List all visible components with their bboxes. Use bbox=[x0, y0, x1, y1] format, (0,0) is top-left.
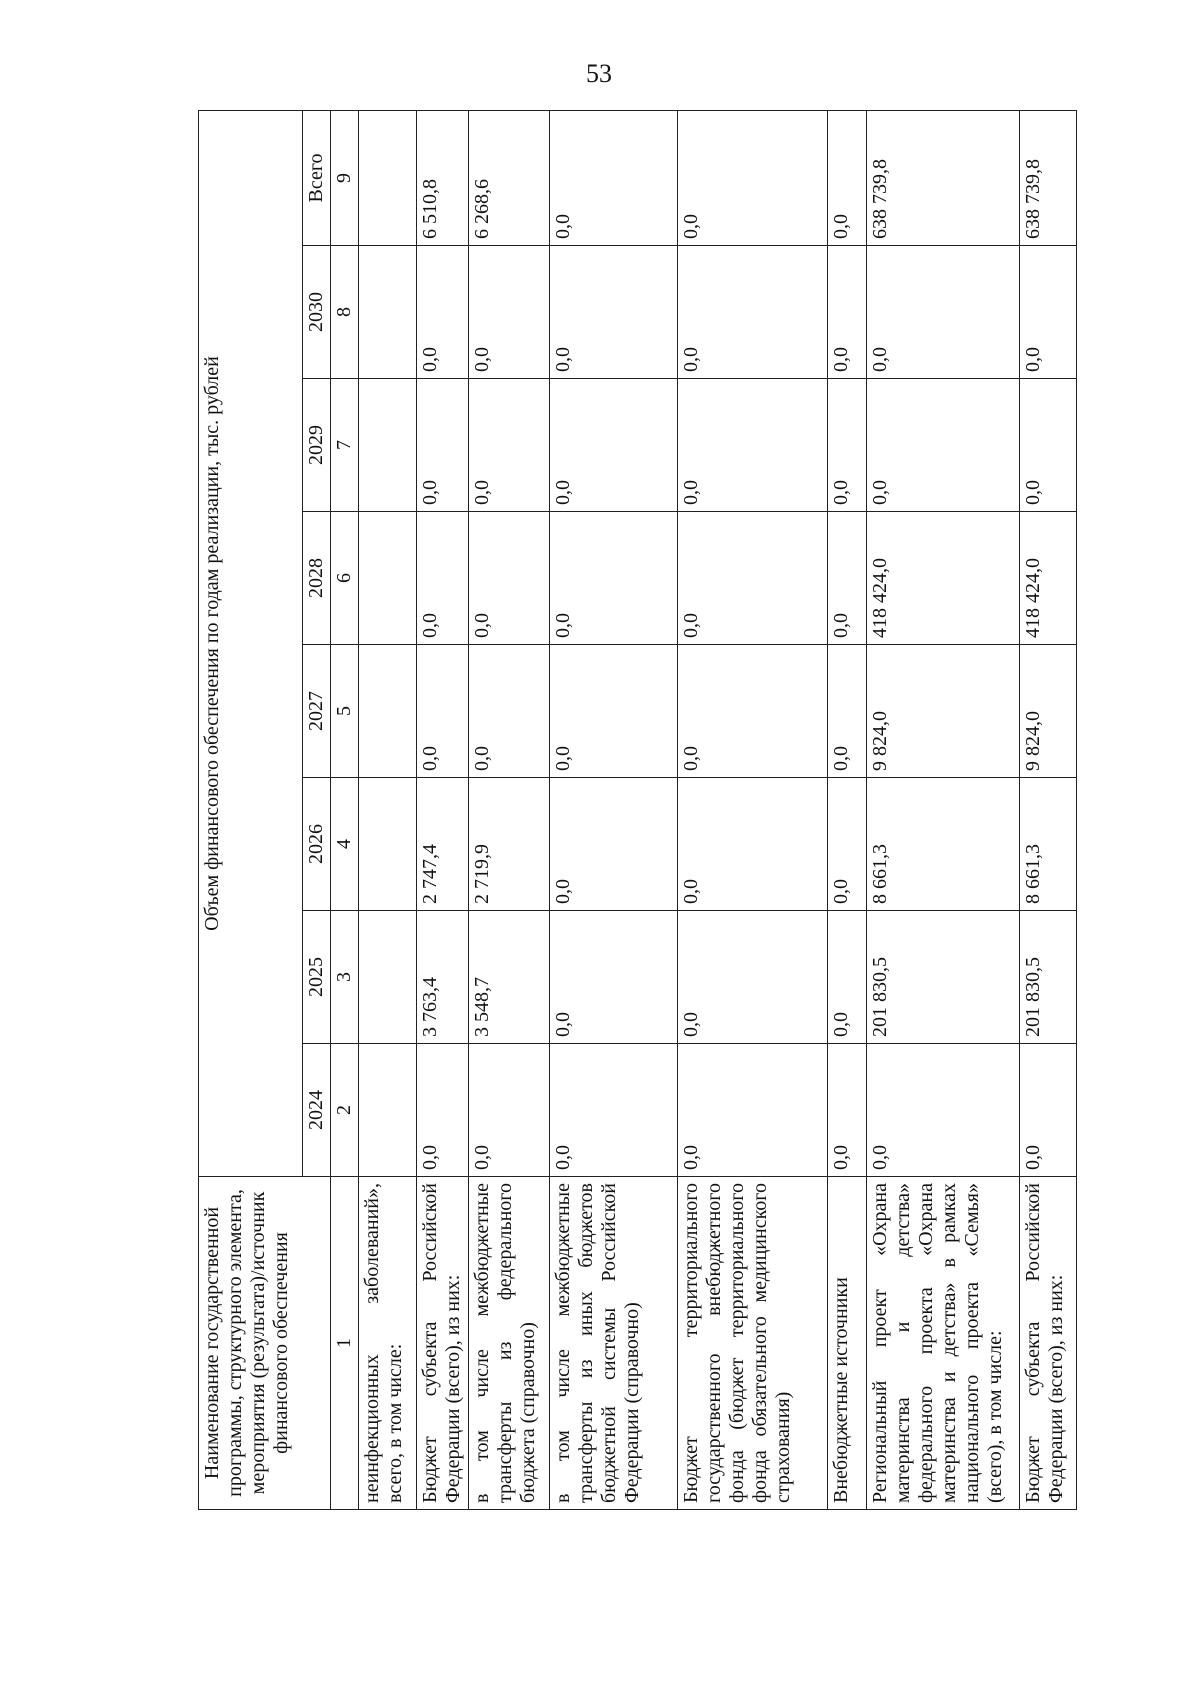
header-index: 5 bbox=[331, 645, 359, 778]
cell-value: 0,0 bbox=[827, 379, 866, 512]
cell-value: 0,0 bbox=[469, 645, 550, 778]
cell-value: 0,0 bbox=[549, 512, 677, 645]
header-year: 2025 bbox=[303, 911, 331, 1044]
header-year: 2029 bbox=[303, 379, 331, 512]
cell-value: 0,0 bbox=[417, 645, 469, 778]
cell-value: 9 824,0 bbox=[866, 645, 1019, 778]
cell-value: 8 661,3 bbox=[1019, 778, 1076, 911]
table-row bbox=[549, 110, 677, 1509]
row-name: в том числе межбюджетные трансферты из федерального бюджета (справочно) bbox=[469, 1177, 550, 1510]
cell-value: 0,0 bbox=[827, 246, 866, 379]
table-row bbox=[469, 110, 550, 1509]
header-total: Всего bbox=[303, 110, 331, 245]
table-row bbox=[677, 110, 827, 1509]
cell-value: 0,0 bbox=[677, 778, 827, 911]
funding-table bbox=[198, 110, 1077, 1510]
cell-value: 0,0 bbox=[549, 645, 677, 778]
cell-value bbox=[359, 110, 417, 245]
table-row bbox=[417, 110, 469, 1509]
header-name-column: Наименование государственной программы, структурного элемента, мероприятия (результата)/источник финансового обеспечения bbox=[199, 1177, 331, 1510]
cell-value: 0,0 bbox=[677, 1044, 827, 1177]
cell-value: 0,0 bbox=[677, 246, 827, 379]
cell-value: 0,0 bbox=[1019, 246, 1076, 379]
cell-value: 0,0 bbox=[677, 512, 827, 645]
cell-value: 0,0 bbox=[469, 512, 550, 645]
cell-value: 2 719,9 bbox=[469, 778, 550, 911]
cell-value: 418 424,0 bbox=[1019, 512, 1076, 645]
cell-value: 0,0 bbox=[417, 1044, 469, 1177]
cell-value: 0,0 bbox=[866, 1044, 1019, 1177]
table-row bbox=[1019, 110, 1076, 1509]
cell-value: 0,0 bbox=[417, 246, 469, 379]
row-name: в том числе межбюджетные трансферты из иных бюджетов бюджетной системы Российской Федерации (справочно) bbox=[549, 1177, 677, 1510]
header-year: 2030 bbox=[303, 246, 331, 379]
cell-value bbox=[359, 911, 417, 1044]
cell-value: 0,0 bbox=[827, 110, 866, 245]
cell-value: 0,0 bbox=[827, 778, 866, 911]
cell-value: 638 739,8 bbox=[1019, 110, 1076, 245]
cell-value: 3 763,4 bbox=[417, 911, 469, 1044]
cell-value: 6 268,6 bbox=[469, 110, 550, 245]
cell-value bbox=[359, 778, 417, 911]
page-number: 53 bbox=[586, 59, 612, 88]
cell-value: 418 424,0 bbox=[866, 512, 1019, 645]
cell-value: 0,0 bbox=[469, 379, 550, 512]
cell-value: 9 824,0 bbox=[1019, 645, 1076, 778]
cell-value: 0,0 bbox=[417, 512, 469, 645]
cell-value: 0,0 bbox=[549, 911, 677, 1044]
cell-value: 8 661,3 bbox=[866, 778, 1019, 911]
row-name: Бюджет субъекта Российской Федерации (всего), из них: bbox=[417, 1177, 469, 1510]
table-container bbox=[198, 110, 1198, 1510]
cell-value bbox=[359, 246, 417, 379]
cell-value: 0,0 bbox=[677, 911, 827, 1044]
cell-value: 0,0 bbox=[469, 1044, 550, 1177]
cell-value: 201 830,5 bbox=[866, 911, 1019, 1044]
header-index: 7 bbox=[331, 379, 359, 512]
table-row bbox=[866, 110, 1019, 1509]
cell-value bbox=[359, 512, 417, 645]
header-group-title: Объем финансового обеспечения по годам реализации, тыс. рублей bbox=[199, 110, 303, 1176]
cell-value: 0,0 bbox=[549, 246, 677, 379]
header-year: 2026 bbox=[303, 778, 331, 911]
cell-value: 201 830,5 bbox=[1019, 911, 1076, 1044]
cell-value: 0,0 bbox=[469, 246, 550, 379]
header-year: 2027 bbox=[303, 645, 331, 778]
cell-value: 0,0 bbox=[827, 1044, 866, 1177]
row-name: неинфекционных заболеваний», всего, в том числе: bbox=[359, 1177, 417, 1510]
header-index: 9 bbox=[331, 110, 359, 245]
row-name: Внебюджетные источники bbox=[827, 1177, 866, 1510]
header-index: 1 bbox=[331, 1177, 359, 1510]
header-year: 2024 bbox=[303, 1044, 331, 1177]
rotated-table bbox=[198, 110, 1077, 1510]
cell-value: 0,0 bbox=[549, 110, 677, 245]
cell-value bbox=[359, 379, 417, 512]
cell-value: 0,0 bbox=[1019, 1044, 1076, 1177]
row-name: Бюджет территориального государственного внебюджетного фонда (бюджет территориального фонда обязательного медицинского страхования) bbox=[677, 1177, 827, 1510]
table-row bbox=[359, 110, 417, 1509]
cell-value: 6 510,8 bbox=[417, 110, 469, 245]
cell-value: 0,0 bbox=[549, 379, 677, 512]
cell-value: 0,0 bbox=[1019, 379, 1076, 512]
cell-value: 0,0 bbox=[677, 379, 827, 512]
cell-value: 0,0 bbox=[827, 911, 866, 1044]
cell-value: 0,0 bbox=[677, 645, 827, 778]
header-index: 2 bbox=[331, 1044, 359, 1177]
cell-value: 0,0 bbox=[827, 512, 866, 645]
cell-value: 3 548,7 bbox=[469, 911, 550, 1044]
cell-value: 0,0 bbox=[549, 778, 677, 911]
header-index: 8 bbox=[331, 246, 359, 379]
cell-value bbox=[359, 645, 417, 778]
row-name: Бюджет субъекта Российской Федерации (всего), из них: bbox=[1019, 1177, 1076, 1510]
header-year: 2028 bbox=[303, 512, 331, 645]
cell-value: 2 747,4 bbox=[417, 778, 469, 911]
header-index: 6 bbox=[331, 512, 359, 645]
row-name: Региональный проект «Охрана материнства и детства» федерального проекта «Охрана материнства и детства» в рамках национального проекта «Семья» (всего), в том числе: bbox=[866, 1177, 1019, 1510]
cell-value: 0,0 bbox=[549, 1044, 677, 1177]
cell-value: 0,0 bbox=[677, 110, 827, 245]
cell-value: 638 739,8 bbox=[866, 110, 1019, 245]
header-index: 3 bbox=[331, 911, 359, 1044]
cell-value: 0,0 bbox=[866, 246, 1019, 379]
cell-value: 0,0 bbox=[417, 379, 469, 512]
cell-value: 0,0 bbox=[866, 379, 1019, 512]
header-index: 4 bbox=[331, 778, 359, 911]
cell-value bbox=[359, 1044, 417, 1177]
cell-value: 0,0 bbox=[827, 645, 866, 778]
table-row bbox=[827, 110, 866, 1509]
